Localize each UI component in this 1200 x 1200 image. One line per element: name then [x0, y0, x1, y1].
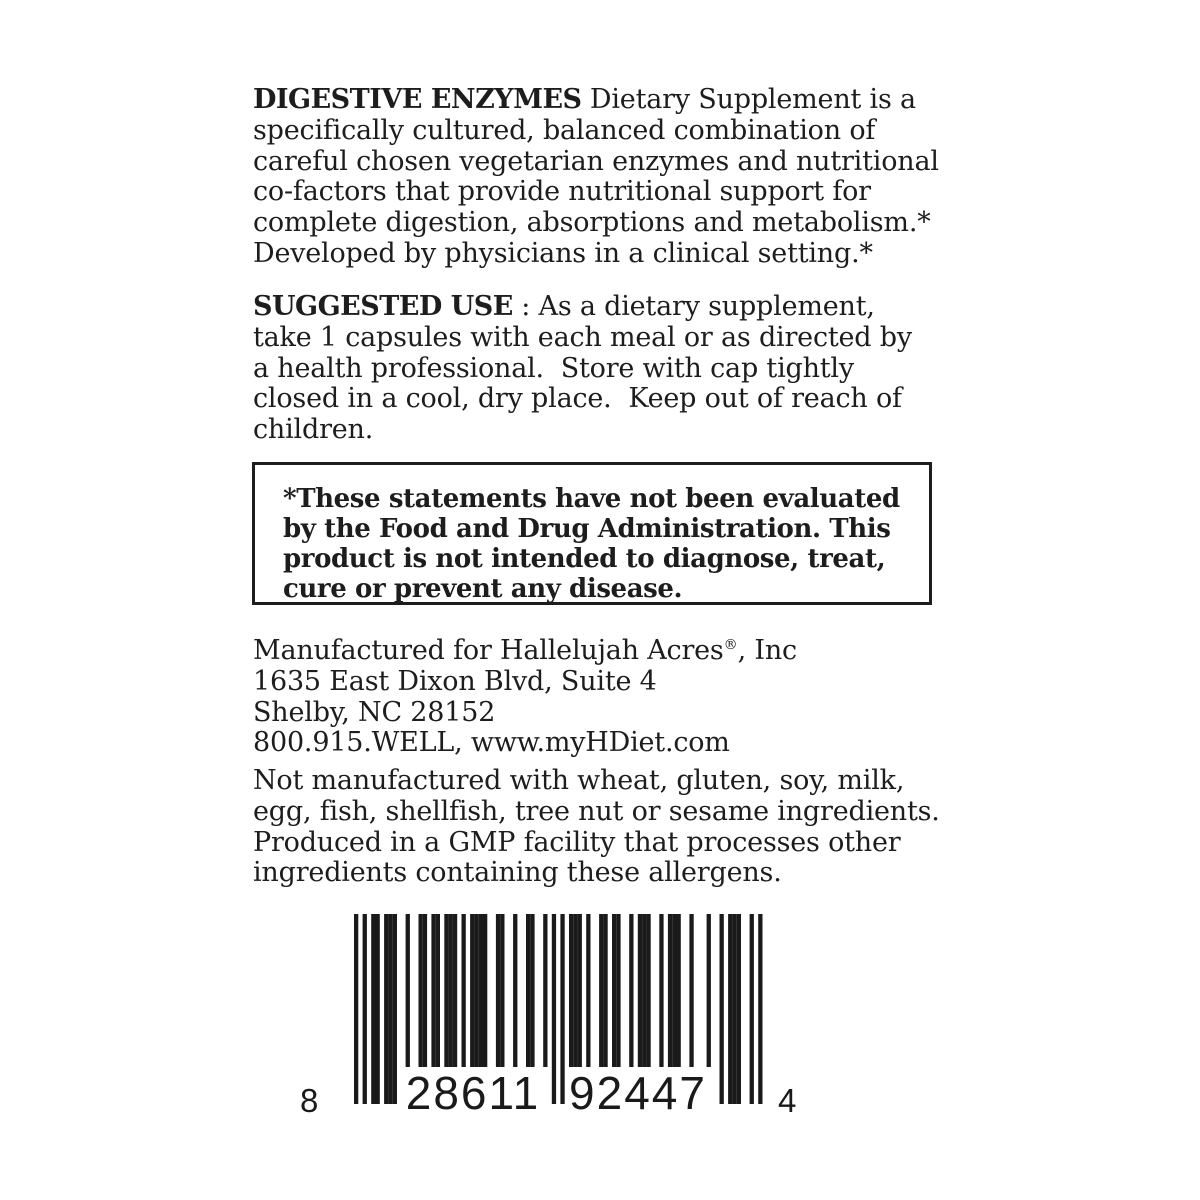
suggested-use-line1-rest: : As a dietary supplement,	[512, 291, 875, 322]
allergen-statement	[253, 766, 993, 889]
description-line: complete digestion, absorptions and metabolism.*	[253, 207, 931, 239]
allergen-line: ingredients containing these allergens.	[253, 857, 782, 889]
description-line: Developed by physicians in a clinical setting.*	[253, 237, 873, 269]
description-line: specifically cultured, balanced combination of	[253, 114, 876, 146]
disclaimer-line: *These statements have not been evaluated	[283, 484, 900, 514]
description-line1-rest: Dietary Supplement is a	[581, 84, 916, 115]
product-description	[253, 85, 993, 270]
upc-left-group: 28611	[405, 1067, 541, 1119]
suggested-use-line: closed in a cool, dry place. Keep out of reach of	[253, 383, 902, 415]
allergen-line: egg, fish, shellfish, tree nut or sesame ingredients.	[253, 795, 940, 827]
manufacturer-line	[253, 630, 993, 667]
description-heading: DIGESTIVE ENZYMES	[253, 84, 582, 115]
allergen-line: Not manufactured with wheat, gluten, soy, milk,	[253, 765, 905, 796]
description-line	[253, 85, 993, 116]
manufacturer-name: Manufactured for Hallelujah Acres	[253, 635, 724, 666]
fda-disclaimer-box	[252, 462, 932, 605]
manufacturer-address-line: 1635 East Dixon Blvd, Suite 4	[253, 665, 657, 697]
description-line: co-factors that provide nutritional support for	[253, 176, 871, 208]
manufacturer-address-line: Shelby, NC 28152	[253, 696, 496, 728]
disclaimer-line: product is not intended to diagnose, treat,	[283, 544, 886, 574]
upc-left-digit: 8	[300, 1082, 319, 1119]
suggested-use-line: take 1 capsules with each meal or as directed by	[253, 321, 912, 353]
allergen-line: Produced in a GMP facility that processes other	[253, 826, 901, 858]
disclaimer-line: cure or prevent any disease.	[283, 574, 683, 604]
description-line: careful chosen vegetarian enzymes and nutritional	[253, 145, 939, 177]
manufacturer-contact-line: 800.915.WELL, www.myHDiet.com	[253, 727, 730, 759]
registered-trademark-symbol: ®	[723, 637, 738, 653]
manufacturer-suffix: , Inc	[737, 635, 797, 666]
suggested-use-line	[253, 292, 993, 323]
upc-right-group: 92447	[569, 1067, 707, 1119]
suggested-use	[253, 292, 993, 446]
upc-check-digit: 4	[778, 1082, 797, 1119]
disclaimer-line: by the Food and Drug Administration. This	[283, 514, 891, 544]
suggested-use-line: a health professional. Store with cap tightly	[253, 352, 854, 384]
suggested-use-heading: SUGGESTED USE	[253, 291, 513, 322]
manufacturer-info	[253, 630, 993, 759]
suggested-use-line: children.	[253, 414, 374, 446]
